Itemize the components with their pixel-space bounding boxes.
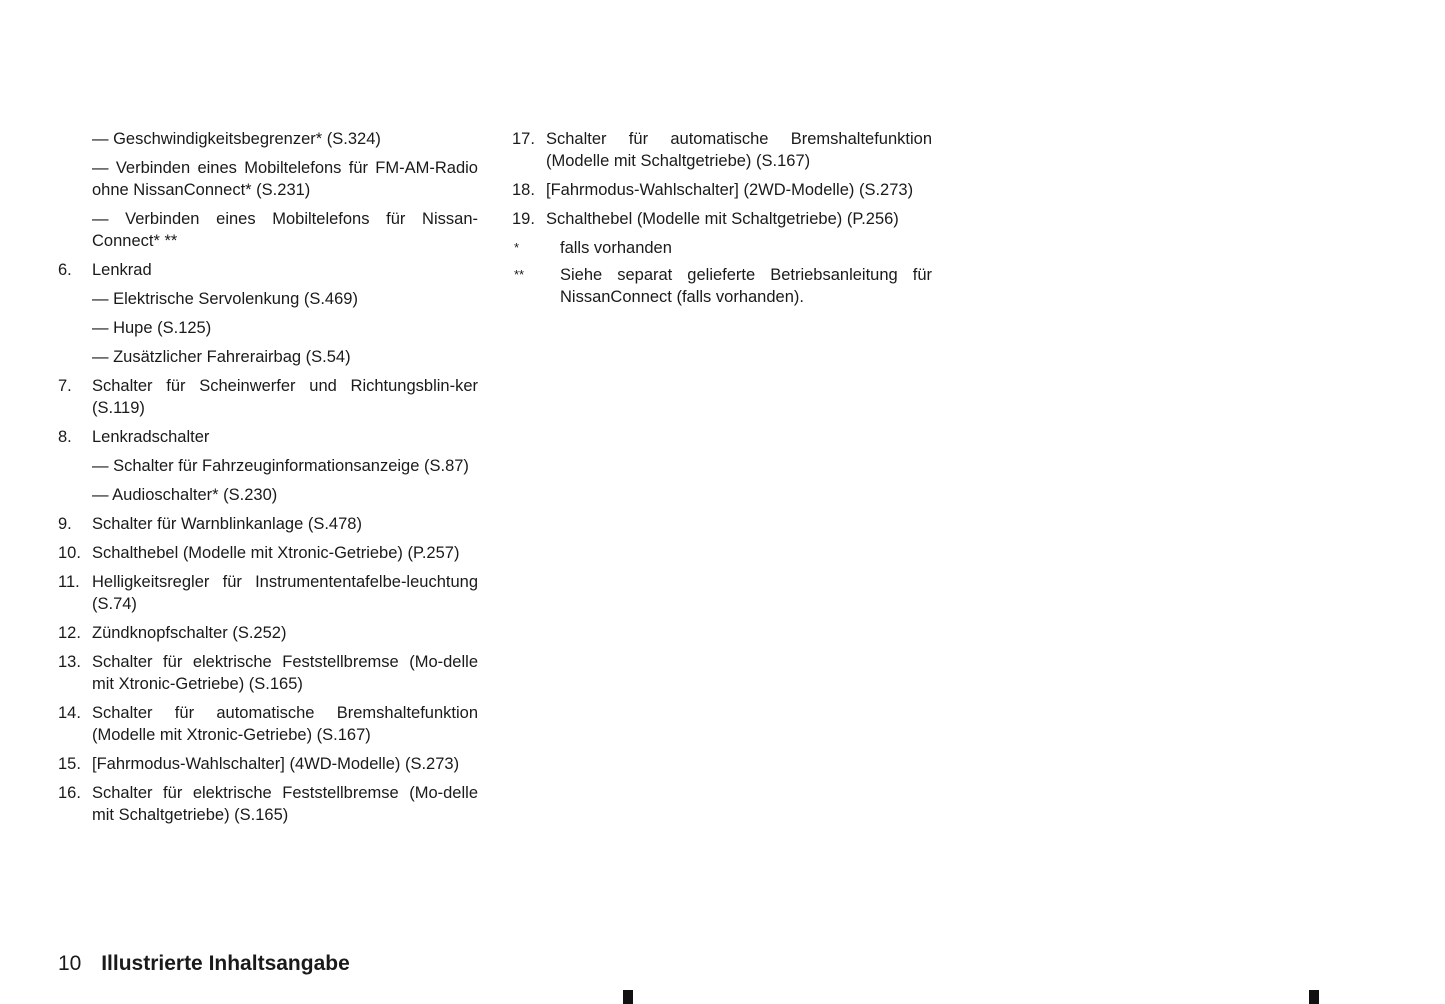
item-number: 10.	[58, 544, 81, 562]
item-text: Schalter für Scheinwerfer und Richtungsblin-ker (S.119)	[92, 377, 478, 417]
list-item	[58, 375, 478, 419]
page-number: 10	[58, 952, 82, 975]
left-column	[58, 128, 478, 833]
list-item	[58, 542, 478, 564]
footnote-text: Siehe separat gelieferte Betriebsanleitung für NissanConnect (falls vorhanden).	[560, 266, 932, 306]
item-number: 13.	[58, 653, 81, 671]
right-column	[512, 128, 932, 313]
crop-mark-right	[1309, 990, 1319, 1004]
list-item	[58, 571, 478, 615]
item-number: 12.	[58, 624, 81, 642]
footnote-mark: *	[514, 240, 520, 255]
item-text: Schalter für elektrische Feststellbremse (Mo-delle mit Schaltgetriebe) (S.165)	[92, 784, 478, 824]
sub-item: — Geschwindigkeitsbegrenzer* (S.324)	[92, 130, 381, 148]
sub-item: — Hupe (S.125)	[92, 319, 212, 337]
item-text: Helligkeitsregler für Instrumententafelbe-leuchtung (S.74)	[92, 573, 478, 613]
item-text: Zündknopfschalter (S.252)	[92, 624, 287, 642]
sub-item: — Zusätzlicher Fahrerairbag (S.54)	[92, 348, 351, 366]
footnote-mark: **	[514, 267, 525, 282]
list-item	[512, 128, 932, 172]
item-text: Schalter für elektrische Feststellbremse (Mo-delle mit Xtronic-Getriebe) (S.165)	[92, 653, 478, 693]
list-item	[512, 179, 932, 201]
item-number: 19.	[512, 210, 535, 228]
item-number: 15.	[58, 755, 81, 773]
item-number: 7.	[58, 377, 72, 395]
item-text: Lenkrad	[92, 261, 152, 279]
list-item	[58, 753, 478, 775]
item-number: 16.	[58, 784, 81, 802]
item-number: 6.	[58, 261, 72, 279]
item-text: [Fahrmodus-Wahlschalter] (2WD-Modelle) (S.273)	[546, 181, 914, 199]
item-text: Lenkradschalter	[92, 428, 210, 446]
list-item	[58, 782, 478, 826]
list-item	[512, 208, 932, 230]
list-item	[58, 622, 478, 644]
sub-item: — Schalter für Fahrzeuginformationsanzeige (S.87)	[92, 457, 469, 475]
item-number: 11.	[58, 573, 80, 591]
sub-item: — Verbinden eines Mobiltelefons für FM-AM-Radio ohne NissanConnect* (S.231)	[92, 159, 478, 199]
footnote	[512, 264, 932, 308]
list-item	[58, 259, 478, 281]
item-text: Schalter für automatische Bremshaltefunktion (Modelle mit Schaltgetriebe) (S.167)	[546, 130, 932, 170]
footnote-text: falls vorhanden	[560, 239, 672, 257]
crop-mark-left	[623, 990, 633, 1004]
item-text: Schalter für automatische Bremshaltefunktion (Modelle mit Xtronic-Getriebe) (S.167)	[92, 704, 478, 744]
page-footer	[58, 950, 350, 978]
list-item	[58, 651, 478, 695]
item-number: 8.	[58, 428, 72, 446]
list-item	[58, 513, 478, 535]
item-number: 14.	[58, 704, 81, 722]
list-item	[58, 426, 478, 448]
sub-item: — Verbinden eines Mobiltelefons für Nissan-Connect* **	[92, 210, 478, 250]
item-text: Schalter für Warnblinkanlage (S.478)	[92, 515, 362, 533]
footnote	[512, 237, 932, 259]
sub-item: — Elektrische Servolenkung (S.469)	[92, 290, 358, 308]
item-text: Schalthebel (Modelle mit Schaltgetriebe) (P.256)	[546, 210, 899, 228]
item-number: 17.	[512, 130, 535, 148]
sub-item: — Audioschalter* (S.230)	[92, 486, 278, 504]
item-text: [Fahrmodus-Wahlschalter] (4WD-Modelle) (S.273)	[92, 755, 460, 773]
list-item	[58, 702, 478, 746]
item-number: 9.	[58, 515, 72, 533]
section-title: Illustrierte Inhaltsangabe	[101, 952, 350, 975]
item-text: Schalthebel (Modelle mit Xtronic-Getriebe) (P.257)	[92, 544, 460, 562]
item-number: 18.	[512, 181, 535, 199]
